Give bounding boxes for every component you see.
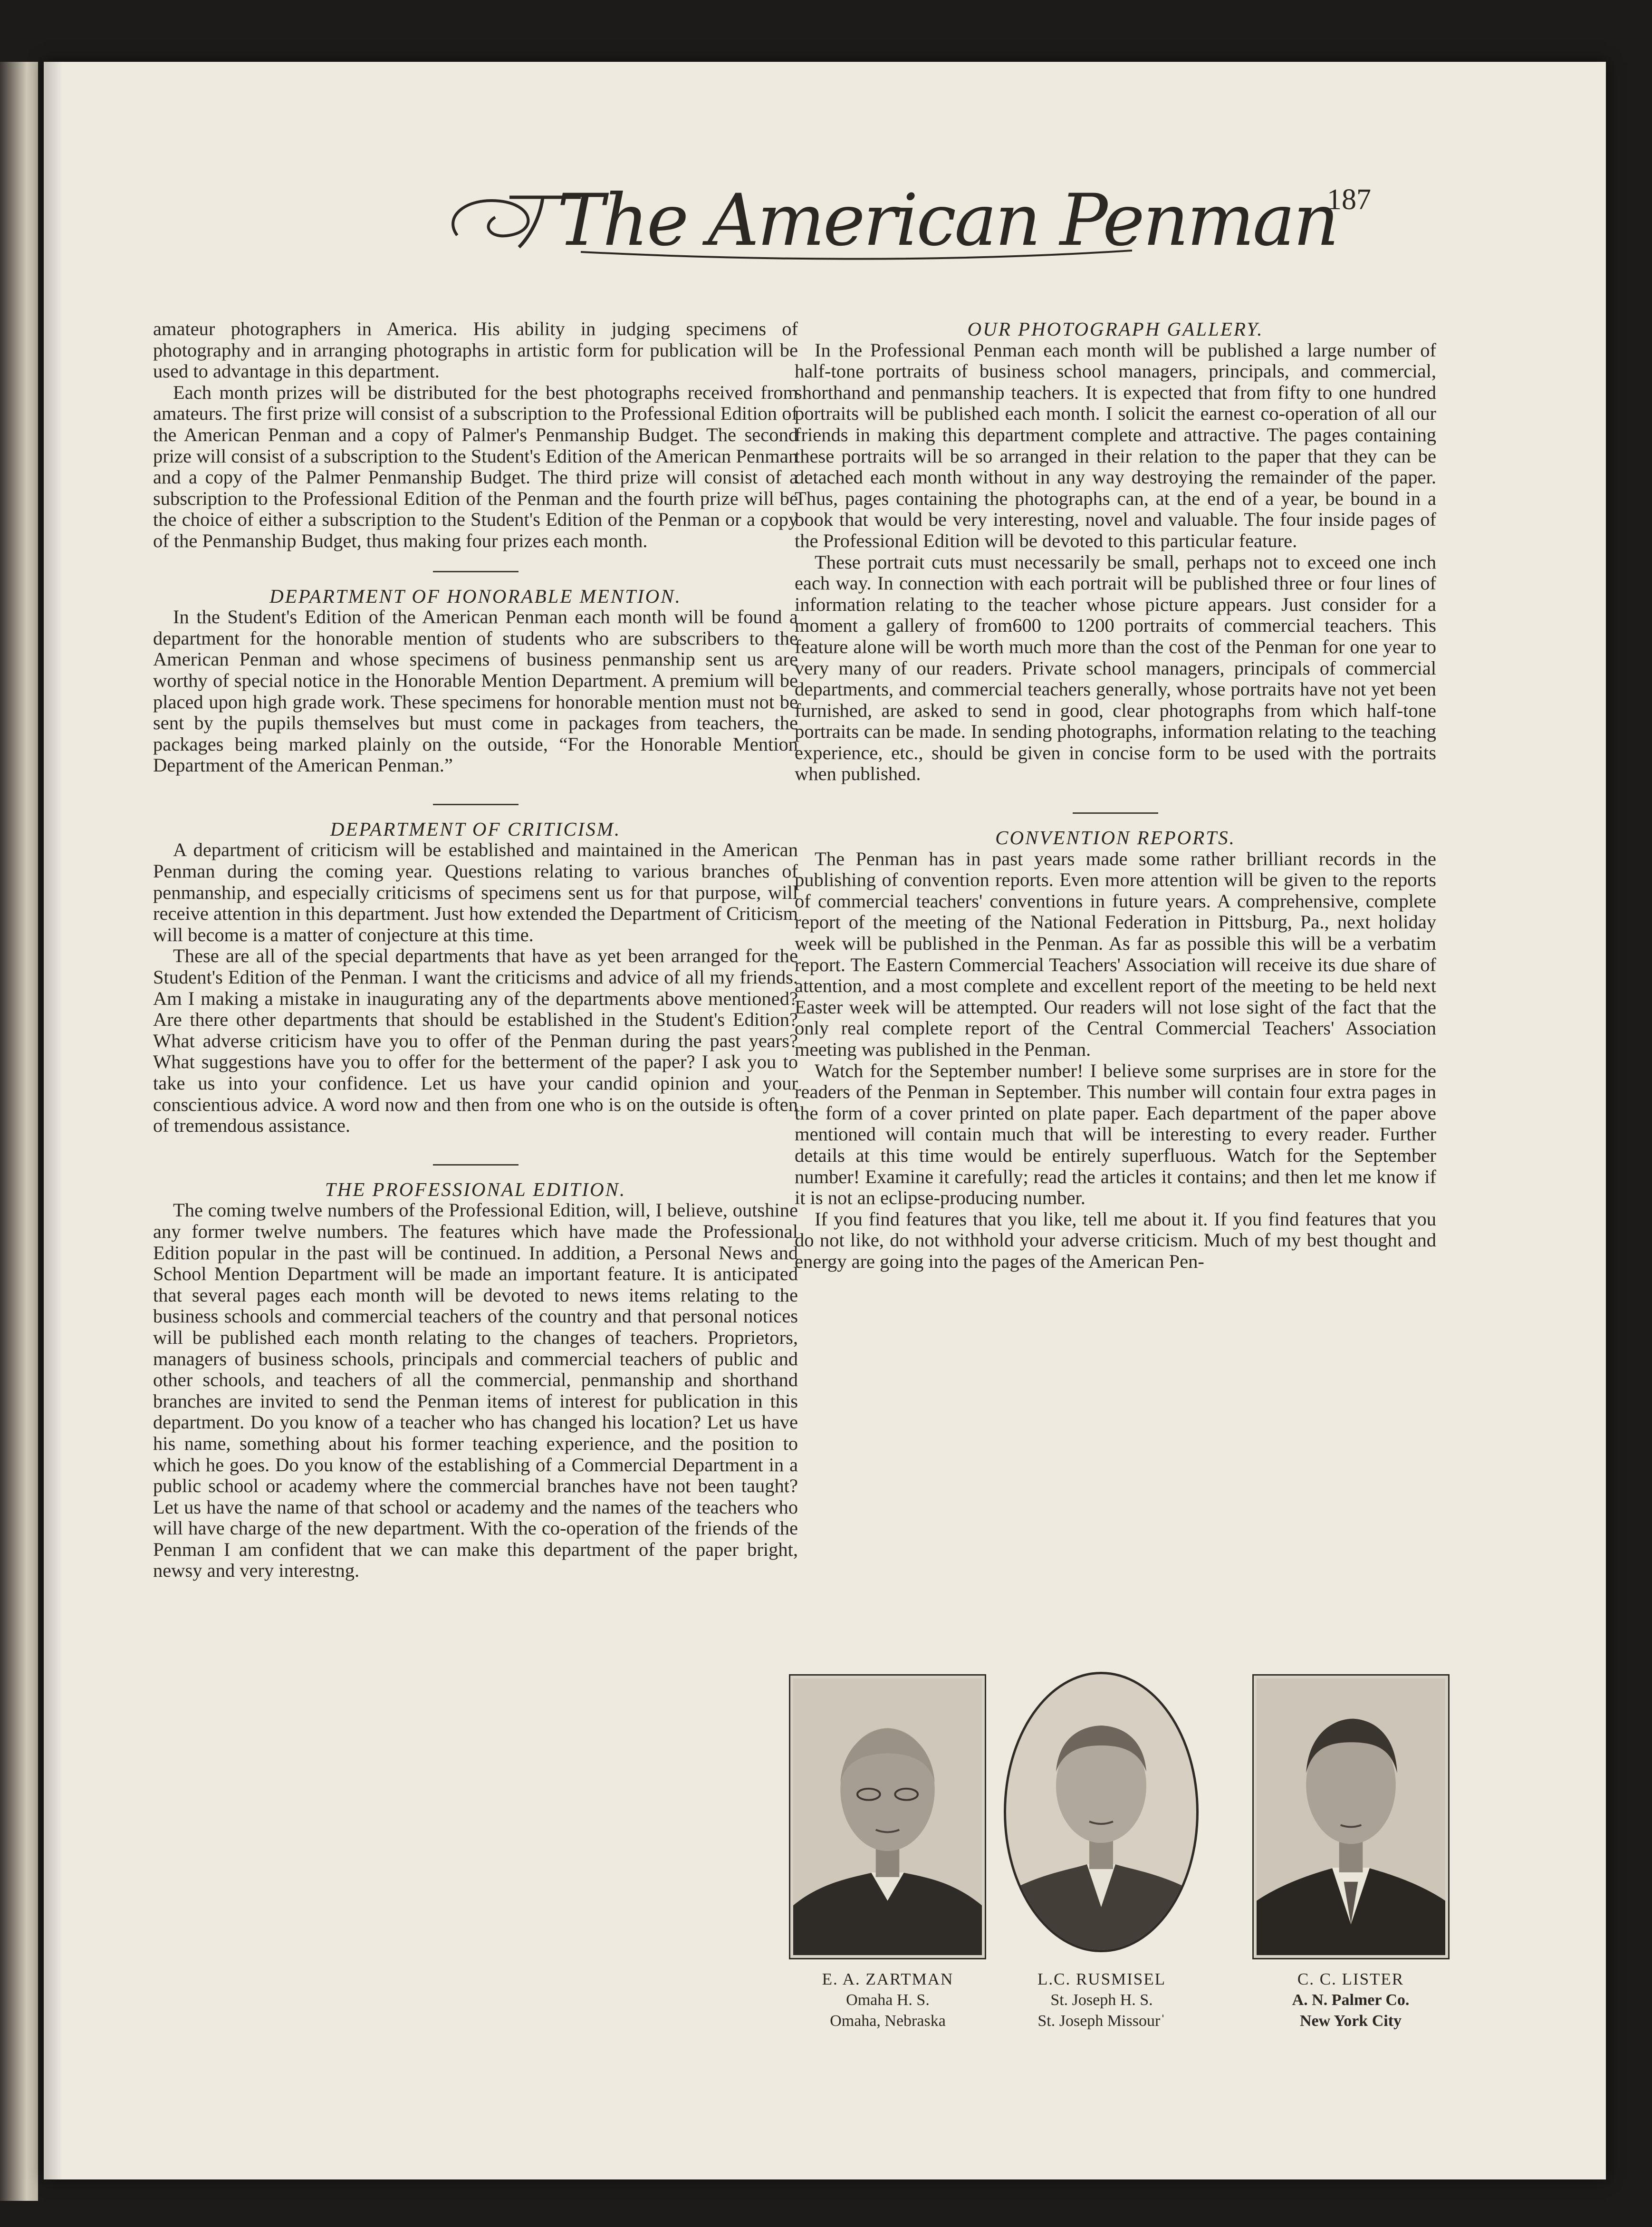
paragraph: These are all of the special departments that have as yet been arranged for the Student's Edition of the Penman. I want the criticisms and advice of all my friends. Am I making a mistake in inaugurating any of the departments above mentioned? Are there other departments that should be established in the Student's Edition? What adverse criticism have you to offer of the Penman during the past years? What suggestions have you to offer for the betterment of the paper? I ask you to take us into your confidence. Let us have your candid opinion and your conscientious advice. A word now and then from one who is on the outside is often of tremendous assistance. [153,945,798,1137]
left-column [153,318,798,1581]
page [44,62,1606,2179]
section-heading: THE PROFESSIONAL EDITION. [325,1178,626,1200]
paragraph: These portrait cuts must necessarily be small, perhaps not to exceed one inch each way. In connection with each portrait will be published three or four lines of information relating to the teacher whose picture appears. Just consider for a moment a gallery of from600 to 1200 portraits of commercial teachers. This feature alone will be worth much more than the cost of the Penman for one year to very many of our readers. Private school managers, principals of commercial departments, and commercial teachers generally, whose portraits have not yet been furnished, are asked to send in good, clear photographs from which half-tone portraits can be made. In sending photographs, information relating to the teaching experience, etc., should be given in concise form to be used with the portraits when published. [795,551,1436,785]
caption-lister [1251,1969,1450,2032]
portrait-photo-lister [1252,1674,1450,1959]
divider [433,571,519,572]
portrait-photo-rusmisel [1001,1669,1201,1955]
portrait-school: Omaha H. S. [846,1991,930,2009]
paragraph: The Penman has in past years made some rather brilliant records in the publishing of convention reports. Even more attention will be given to the reports of commercial teachers' conventions in future years. A comprehensive, complete report of the meeting of the National Federation in Pittsburg, Pa., next holiday week will be published in the Penman. As far as possible this will be a verbatim report. The Eastern Commercial Teachers' Association will receive its due share of attention, and a most complete and excellent report of the meeting to be held next Easter week will be attempted. Our readers will not lose sight of the fact that the only real complete report of the Central Commercial Teachers' Association meeting was published in the Penman. [795,848,1436,1060]
paragraph: Each month prizes will be distributed for the best photographs received from amateurs. The first prize will consist of a subscription to the Professional Edition of the American Penman and a copy of Palmer's Penmanship Budget. The second prize will consist of a subscription to the Student's Edition of the American Penman and a copy of the Palmer Penmanship Budget. The third prize will consist of a subscription to the Professional Edition of the Penman and the fourth prize will be the choice of either a subscription to the Student's Edition of the Penman or a copy of the Penmanship Budget, thus making four prizes each month. [153,381,798,551]
paragraph: Watch for the September number! I believe some surprises are in store for the readers of the Penman in September. This number will contain four extra pages in the form of a cover printed on plate paper. Each department of the paper above mentioned will contain much that will be interesting to every reader. Further details at this time would be entirely superfluous. Watch for the September number! Examine it carefully; read the articles it contains; and then let me know if it is not an eclipse-producing number. [795,1060,1436,1209]
portrait-gallery [789,1674,1450,2131]
masthead-logo [438,164,1337,273]
section-heading: CONVENTION REPORTS. [995,827,1236,849]
paragraph: In the Student's Edition of the American Penman each month will be found a department for the honorable mention of students who are subscribers to the American Penman and whose specimens of business penmanship sent us are worthy of special notice in the Honorable Mention Department. A premium will be placed upon high grade work. These specimens for honorable mention must not be sent by the pupils themselves but must come in packages from teachers, the packages being marked plainly on the outside, “For the Honorable Mention Department of the American Penman.” [153,606,798,776]
portrait-photo-zartman [789,1674,986,1959]
portrait-location: New York City [1299,2012,1402,2030]
portrait-name: C. C. LISTER [1297,1970,1404,1988]
right-column [795,318,1436,1273]
section-heading: DEPARTMENT OF HONORABLE MENTION. [269,585,682,607]
portrait-location: St. Joseph Missourˈ [1037,2012,1166,2030]
section-heading: DEPARTMENT OF CRITICISM. [330,818,621,840]
portrait-name: E. A. ZARTMAN [822,1970,954,1988]
portrait-location: Omaha, Nebraska [830,2012,946,2030]
caption-rusmisel [1002,1969,1201,2032]
divider [433,1164,519,1166]
paragraph: In the Professional Penman each month will be published a large number of half-tone portraits of business school managers, principals, and commercial, shorthand and penmanship teachers. It is expected that from fifty to one hundred portraits will be published each month. I solicit the earnest co-operation of all our friends in making this department complete and attractive. The pages containing these portraits will be so arranged in their relation to the paper that they can be detached each month without in any way destroying the remainder of the paper. Thus, pages containing the photographs can, at the end of a year, be bound in a book that would be very interesting, novel and valuable. The four inside pages of the Professional Edition will be devoted to this particular feature. [795,339,1436,551]
paragraph: A department of criticism will be established and maintained in the American Penman during the coming year. Questions relating to various branches of penmanship, and especially criticisms of specimens sent us for that purpose, will receive attention in this department. Just how extended the Department of Criticism will become is a matter of conjecture at this time. [153,839,798,945]
caption-zartman [788,1969,988,2032]
portrait-company: A. N. Palmer Co. [1292,1991,1410,2009]
portrait-school: St. Joseph H. S. [1050,1991,1153,2009]
paragraph: amateur photographers in America. His ability in judging specimens of photography and in arranging photographs in artistic form for publication will be used to advantage in this department. [153,318,798,382]
page-number: 187 [1327,183,1371,216]
portrait-name: L.C. RUSMISEL [1037,1970,1166,1988]
section-heading: OUR PHOTOGRAPH GALLERY. [967,318,1264,340]
divider [433,804,519,805]
masthead-title: The American Penman [557,179,1337,262]
previous-page-edge [0,62,38,2201]
divider [1073,812,1158,814]
paragraph: If you find features that you like, tell me about it. If you find features that you do not like, do not withhold your adverse criticism. Much of my best thought and energy are going into the pages of the American Pen- [795,1208,1436,1272]
paragraph: The coming twelve numbers of the Professional Edition, will, I believe, outshine any former twelve numbers. The features which have made the Professional Edition popular in the past will be continued. In addition, a Personal News and School Mention Department will be made an important feature. It is anticipated that several pages each month will be devoted to news items relating to the business schools and commercial teachers of the country and that personal notices will be published each month relating to the changes of teachers. Proprietors, managers of business schools, principals and commercial teachers of public and other schools, and teachers of all the commercial, penmanship and shorthand branches are invited to send the Penman items of interest for publication in this department. Do you know of a teacher who has changed his location? Let us have his name, something about his former teaching experience, and the position to which he goes. Do you know of the establishing of a Commercial Department in a public school or academy where the commercial branches have not been taught? Let us have the name of that school or academy and the names of the teachers who will have charge of the new department. With the co-operation of the friends of the Penman I am confident that we can make this department of the paper bright, newsy and very interestng. [153,1199,798,1581]
